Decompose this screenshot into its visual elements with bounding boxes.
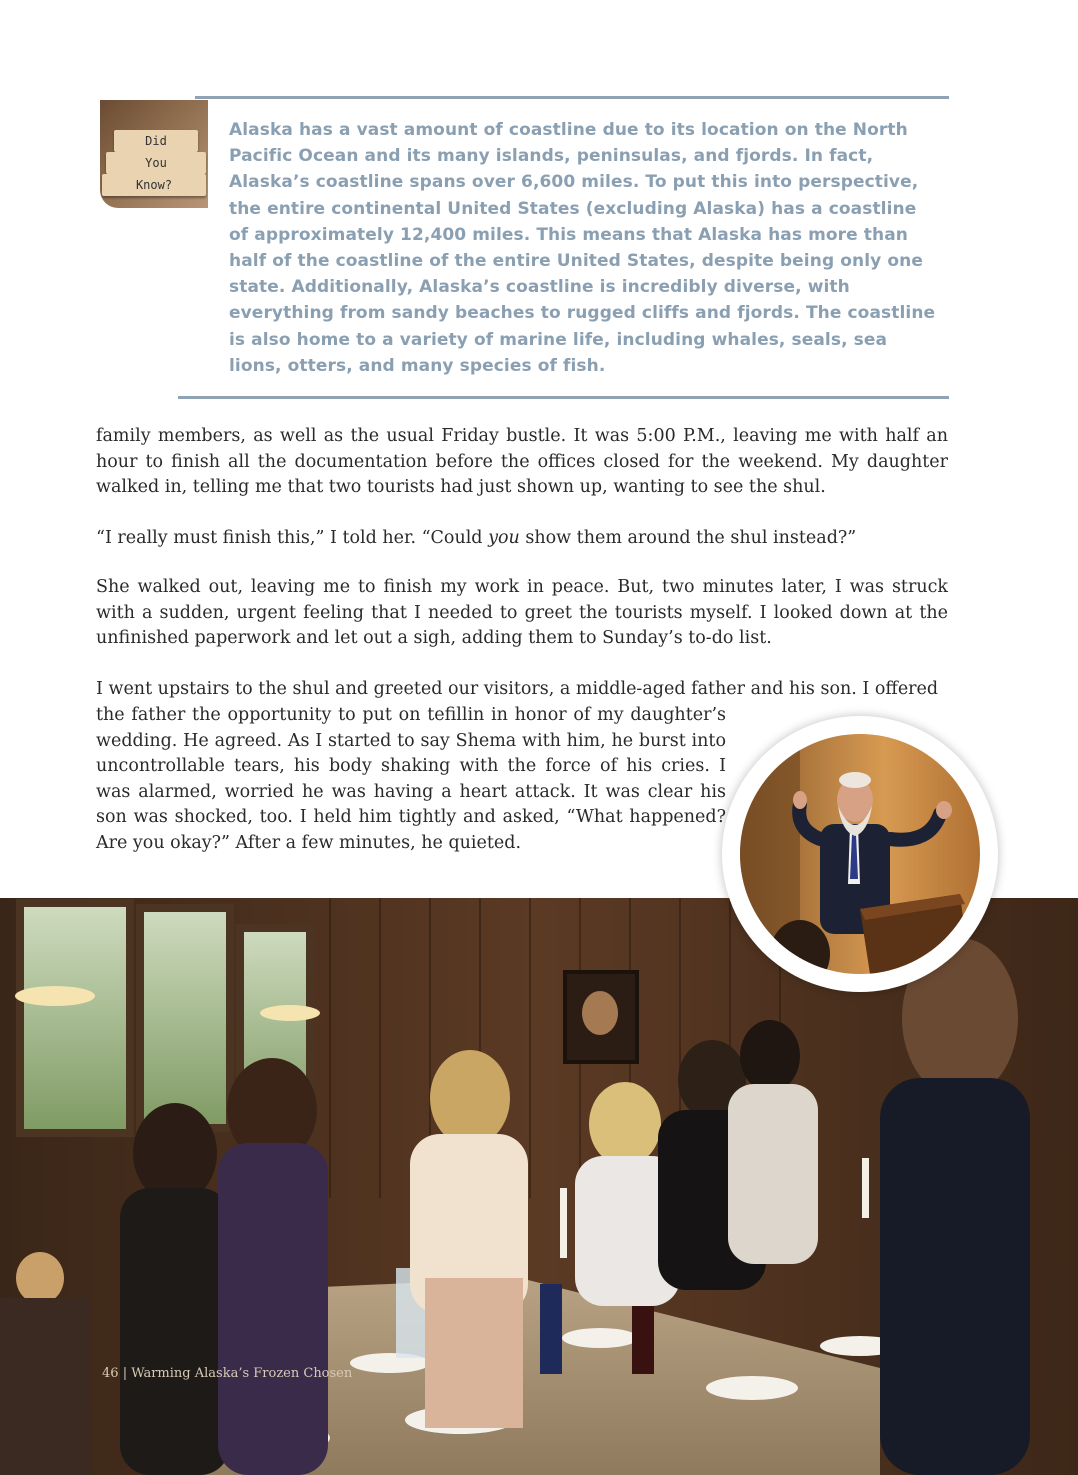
did-you-know-badge [100, 100, 208, 208]
badge-block-know: Know? [102, 174, 206, 196]
quote-start: “I really must finish this,” I told her. “Could [96, 528, 489, 548]
paragraph-1: family members, as well as the usual Friday bustle. It was 5:00 P.M., leaving me with half an hour to finish all the documentation before the offices closed for the weekend. My daughter walked in, telling me that two tourists had just shown up, wanting to see the shul. [96, 426, 948, 497]
paragraph-3: She walked out, leaving me to finish my work in peace. But, two minutes later, I was struck with a sudden, urgent feeling that I needed to greet the tourists myself. I looked down at the unfinished paperwork and let out a sigh, adding them to Sunday’s to-do list. [96, 577, 948, 648]
badge-block-did: Did [114, 130, 198, 152]
quote-end: show them around the shul instead?” [519, 528, 857, 548]
did-you-know-text: Alaska has a vast amount of coastline due to its location on the North Pacific Ocean and its many islands, peninsulas, and fjords. In fact, Alaska’s coastline spans over 6,600 miles. To put this into perspective, the entire continental United States (excluding Alaska) has a coastline of approximately 12,400 miles. This means that Alaska has more than half of the coastline of the entire United States, despite being only one state. Additionally, Alaska’s coastline is incredibly diverse, with everything from sandy beaches to rugged cliffs and fjords. The coastline is also home to a variety of marine life, including whales, seals, sea lions, otters, and many species of fish. [229, 120, 936, 376]
paragraph-2 [96, 526, 948, 552]
page-number: 46 [102, 1366, 119, 1381]
speaker-photo [740, 734, 980, 974]
sidebar-bottom-rule [178, 396, 949, 399]
paragraph-4-rest: the father the opportunity to put on tefillin in honor of my daughter’s wedding. He agreed. As I started to say Shema with him, he burst into uncontrollable tears, his body shaking with the force of his cries. I was alarmed, worried he was having a heart attack. It was clear his son was shocked, too. I held him tightly and asked, “What happened? Are you okay?” After a few minutes, he quieted. [96, 705, 726, 853]
paragraph-4-line-1: I went upstairs to the shul and greeted our visitors, a middle-aged father and his son. I offered [96, 679, 939, 699]
page-footer [102, 1366, 352, 1381]
banquet-photo [0, 898, 1078, 1475]
emphasis-you: you [488, 528, 520, 548]
publication-title: Warming Alaska’s Frozen Chosen [131, 1366, 353, 1381]
sidebar-top-rule [195, 96, 949, 99]
badge-block-you: You [106, 152, 206, 174]
footer-separator: | [122, 1366, 128, 1381]
